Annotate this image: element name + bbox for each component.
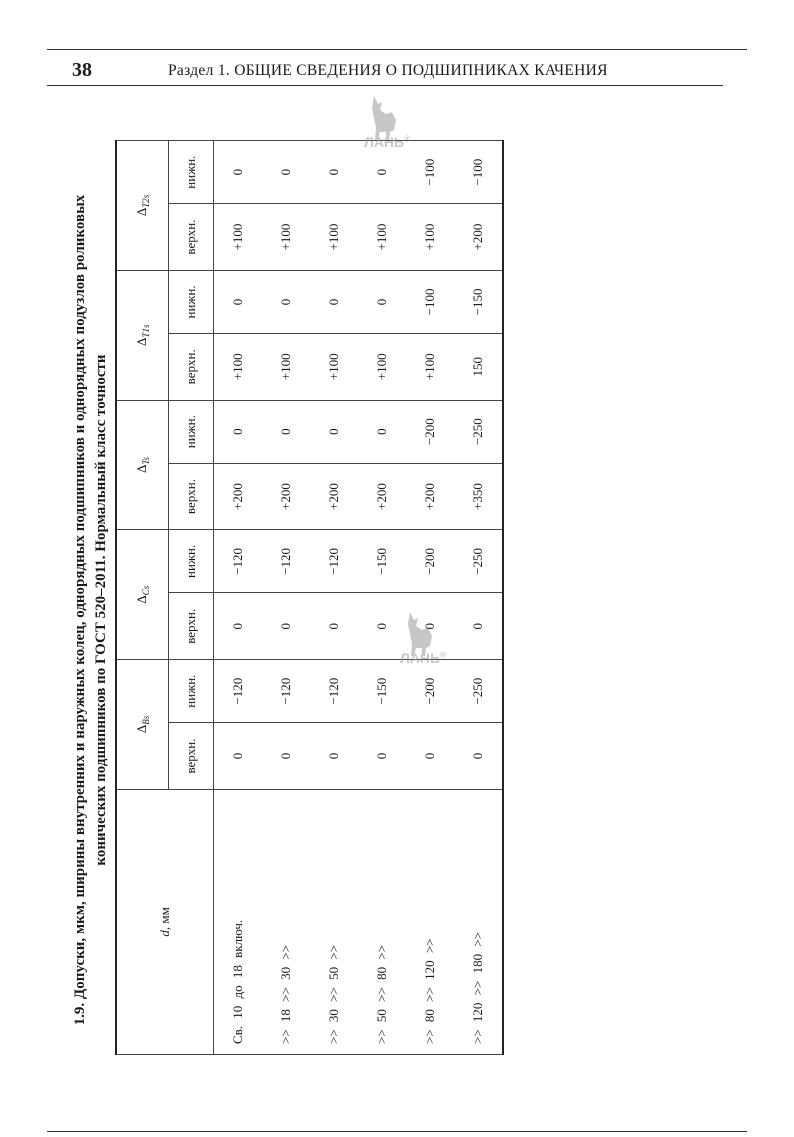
lower-label: нижн.	[169, 270, 214, 333]
tolerance-value-cell: +200	[454, 204, 503, 271]
tolerance-value-cell: −120	[310, 530, 358, 593]
tolerance-value-cell: +100	[262, 333, 310, 400]
diameter-range-cell: >> 50 >> 80 >>	[358, 789, 406, 1054]
upper-label: верхн.	[169, 333, 214, 400]
tolerance-value-cell: 0	[358, 593, 406, 660]
diameter-range-cell: >> 120 >> 180 >>	[454, 789, 503, 1054]
lower-label: нижн.	[169, 400, 214, 463]
tolerance-value-cell: −150	[358, 530, 406, 593]
d-unit: , мм	[157, 907, 172, 931]
caption-line-1: 1.9. Допуски, мкм, ширины внутренних и наружных колец, однорядных подшипников и однорядных подузлов роликовых	[72, 194, 88, 1026]
header-rule	[47, 85, 723, 86]
tolerance-table	[115, 140, 504, 1055]
table-row	[454, 141, 503, 1055]
tolerance-value-cell: 0	[310, 593, 358, 660]
upper-label: верхн.	[169, 204, 214, 271]
tolerance-value-cell: 0	[262, 723, 310, 790]
tolerance-value-cell: 0	[262, 593, 310, 660]
diameter-range-cell: >> 18 >> 30 >>	[262, 789, 310, 1054]
tolerance-value-cell: +100	[358, 204, 406, 271]
group-header-t2s: $\Delta_{T2s}$	[116, 141, 169, 271]
top-rule	[47, 49, 747, 50]
tolerance-value-cell: −120	[214, 660, 263, 723]
tolerance-value-cell: 0	[406, 723, 454, 790]
tolerance-value-cell: 0	[214, 270, 263, 333]
tolerance-value-cell: −100	[406, 270, 454, 333]
tolerance-value-cell: 0	[454, 723, 503, 790]
group-header-bs: $\Delta_{Bs}$	[116, 660, 169, 790]
tolerance-value-cell: 0	[454, 593, 503, 660]
table-row	[358, 141, 406, 1055]
lower-label: нижн.	[169, 141, 214, 204]
table-row	[262, 141, 310, 1055]
tolerance-value-cell: −150	[358, 660, 406, 723]
table-row	[214, 141, 263, 1055]
tolerance-value-cell: 0	[214, 593, 263, 660]
table-body	[214, 141, 504, 1055]
tolerance-value-cell: −150	[454, 270, 503, 333]
page-number: 38	[72, 59, 92, 81]
tolerance-value-cell: 0	[358, 141, 406, 204]
upper-label: верхн.	[169, 593, 214, 660]
tolerance-value-cell: +200	[406, 463, 454, 530]
tolerance-value-cell: 0	[310, 141, 358, 204]
d-column-header	[116, 789, 214, 1054]
tolerance-value-cell: 0	[262, 400, 310, 463]
tolerance-value-cell: 0	[358, 723, 406, 790]
tolerance-value-cell: 0	[310, 270, 358, 333]
tolerance-value-cell: +200	[214, 463, 263, 530]
tolerance-value-cell: −120	[310, 660, 358, 723]
tolerance-value-cell: +100	[262, 204, 310, 271]
watermark-text: ЛАНЬ®	[400, 650, 447, 666]
upper-label: верхн.	[169, 463, 214, 530]
table-caption	[70, 140, 112, 1080]
tolerance-value-cell: +100	[406, 204, 454, 271]
tolerance-value-cell: 150	[454, 333, 503, 400]
group-header-cs: $\Delta_{Cs}$	[116, 530, 169, 660]
running-header-title: Раздел 1. ОБЩИЕ СВЕДЕНИЯ О ПОДШИПНИКАХ КАЧЕНИЯ	[168, 62, 608, 79]
tolerance-value-cell: +100	[310, 333, 358, 400]
group-header-t1s: $\Delta_{T1s}$	[116, 270, 169, 400]
tolerance-value-cell: −120	[262, 660, 310, 723]
tolerance-value-cell: −200	[406, 530, 454, 593]
bottom-rule	[47, 1131, 747, 1132]
tolerance-value-cell: 0	[214, 400, 263, 463]
watermark-text: ЛАНЬ®	[364, 134, 411, 150]
tolerance-value-cell: +200	[310, 463, 358, 530]
tolerance-value-cell: 0	[310, 723, 358, 790]
tolerance-value-cell: +350	[454, 463, 503, 530]
tolerance-value-cell: −250	[454, 660, 503, 723]
d-symbol: d	[157, 930, 172, 937]
tolerance-value-cell: −200	[406, 660, 454, 723]
tolerance-value-cell: 0	[262, 270, 310, 333]
group-header-ts: $\Delta_{Ts}$	[116, 400, 169, 530]
tolerance-value-cell: 0	[406, 593, 454, 660]
diameter-range-cell: Св. 10 до 18 включ.	[214, 789, 263, 1054]
tolerance-value-cell: +100	[214, 333, 263, 400]
diameter-range-cell: >> 80 >> 120 >>	[406, 789, 454, 1054]
lower-label: нижн.	[169, 660, 214, 723]
lower-label: нижн.	[169, 530, 214, 593]
caption-line-2: конических подшипников по ГОСТ 520–2011. Нормальный класс точности	[93, 354, 109, 866]
watermark-logo	[356, 90, 416, 150]
watermark-logo	[392, 606, 452, 666]
diameter-range-cell: >> 30 >> 50 >>	[310, 789, 358, 1054]
tolerance-value-cell: 0	[262, 141, 310, 204]
tolerance-value-cell: +100	[310, 204, 358, 271]
tolerance-value-cell: 0	[310, 400, 358, 463]
tolerance-value-cell: 0	[214, 723, 263, 790]
tolerance-value-cell: −100	[454, 141, 503, 204]
tolerance-value-cell: −200	[406, 400, 454, 463]
tolerance-value-cell: 0	[358, 400, 406, 463]
header-row-groups	[116, 141, 169, 1055]
tolerance-value-cell: +200	[262, 463, 310, 530]
tolerance-value-cell: +200	[358, 463, 406, 530]
tolerance-value-cell: −120	[262, 530, 310, 593]
tolerance-value-cell: 0	[214, 141, 263, 204]
upper-label: верхн.	[169, 723, 214, 790]
tolerance-value-cell: +100	[358, 333, 406, 400]
tolerance-value-cell: +100	[214, 204, 263, 271]
tolerance-value-cell: −100	[406, 141, 454, 204]
tolerance-value-cell: −120	[214, 530, 263, 593]
table-row	[406, 141, 454, 1055]
tolerance-value-cell: −250	[454, 400, 503, 463]
tolerance-value-cell: −250	[454, 530, 503, 593]
table-row	[310, 141, 358, 1055]
tolerance-value-cell: +100	[406, 333, 454, 400]
tolerance-value-cell: 0	[358, 270, 406, 333]
